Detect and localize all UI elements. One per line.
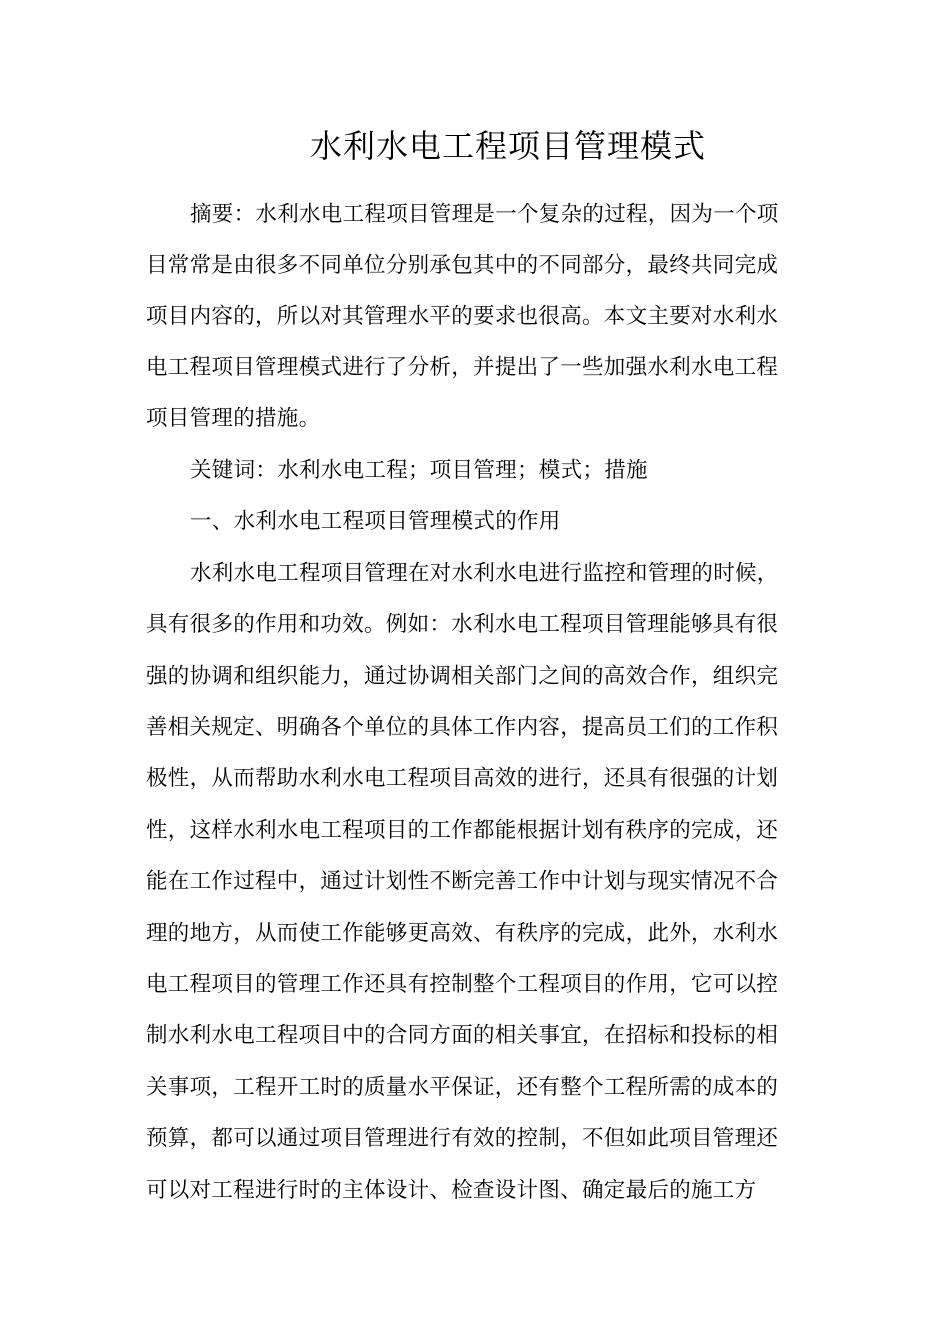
body-line: 电工程项目的管理工作还具有控制整个工程项目的作用，它可以控 bbox=[146, 972, 779, 997]
body-line: 关事项，工程开工时的质量水平保证，还有整个工程所需的成本的 bbox=[146, 1075, 779, 1100]
body-line: 制水利水电工程项目中的合同方面的相关事宜，在招标和投标的相 bbox=[146, 1023, 779, 1048]
abstract-line: 项目内容的，所以对其管理水平的要求也很高。本文主要对水利水 bbox=[146, 304, 779, 329]
section-heading: 一、水利水电工程项目管理模式的作用 bbox=[190, 509, 561, 534]
body-line: 强的协调和组织能力，通过协调相关部门之间的高效合作，组织完 bbox=[146, 664, 779, 689]
abstract-line: 电工程项目管理模式进行了分析，并提出了一些加强水利水电工程 bbox=[146, 355, 779, 380]
body-line: 水利水电工程项目管理在对水利水电进行监控和管理的时候， bbox=[190, 561, 779, 586]
abstract-line: 摘要：水利水电工程项目管理是一个复杂的过程，因为一个项 bbox=[190, 202, 779, 227]
abstract-line: 项目管理的措施。 bbox=[146, 406, 321, 431]
body-line: 预算，都可以通过项目管理进行有效的控制，不但如此项目管理还 bbox=[146, 1126, 779, 1151]
body-line: 性，这样水利水电工程项目的工作都能根据计划有秩序的完成，还 bbox=[146, 818, 779, 843]
document-title: 水利水电工程项目管理模式 bbox=[309, 127, 706, 165]
body-line: 能在工作过程中，通过计划性不断完善工作中计划与现实情况不合 bbox=[146, 869, 779, 894]
body-line: 具有很多的作用和功效。例如：水利水电工程项目管理能够具有很 bbox=[146, 612, 779, 637]
body-line: 理的地方，从而使工作能够更高效、有秩序的完成，此外，水利水 bbox=[146, 921, 779, 946]
abstract-line: 目常常是由很多不同单位分别承包其中的不同部分，最终共同完成 bbox=[146, 253, 779, 278]
body-line: 可以对工程进行时的主体设计、检查设计图、确定最后的施工方 bbox=[146, 1178, 757, 1203]
body-line: 善相关规定、明确各个单位的具体工作内容，提高员工们的工作积 bbox=[146, 715, 779, 740]
keywords-line: 关键词：水利水电工程；项目管理；模式；措施 bbox=[190, 458, 648, 483]
body-line: 极性，从而帮助水利水电工程项目高效的进行，还具有很强的计划 bbox=[146, 766, 779, 791]
